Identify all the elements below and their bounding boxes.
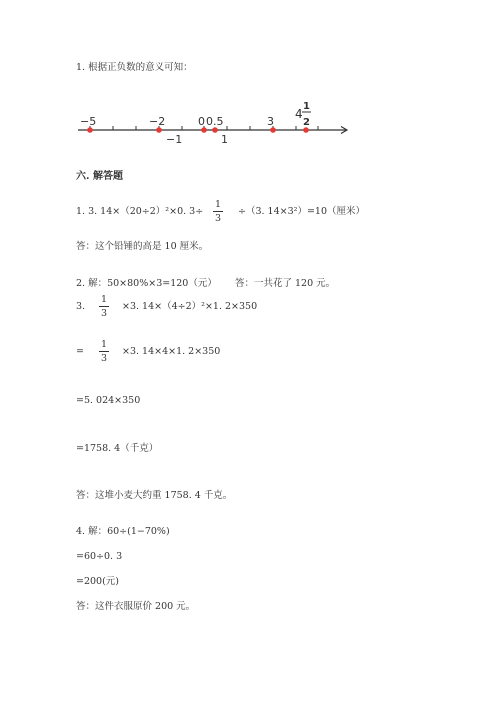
q3-fraction2-denominator: 3 (100, 353, 108, 364)
q3-label: 3. (76, 301, 86, 312)
q3-fraction (99, 294, 109, 319)
q3-answer: 答：这堆小麦大约重 1758. 4 千克。 (76, 490, 233, 501)
label-mixed-den: 2 (303, 117, 310, 128)
label-0-5: 0.5 (206, 115, 224, 128)
label-0: 0 (198, 115, 205, 128)
label-mixed-whole: 4 (295, 107, 303, 121)
q4-line1: 4. 解：60÷(1−70%) (76, 526, 170, 537)
q1-fraction-numerator: 1 (214, 199, 222, 210)
number-line (0, 0, 500, 160)
point-4-half (303, 127, 309, 133)
fraction-bar (99, 306, 109, 307)
q4-line2: =60÷0. 3 (76, 551, 123, 562)
q1-part2: ÷（3. 14×3²）=10（厘米） (238, 206, 365, 217)
point-neg5 (87, 127, 93, 133)
q3-line3: =5. 024×350 (76, 395, 141, 406)
point-0-5 (212, 127, 218, 133)
section1-line1: 1. 根据正负数的意义可知： (76, 62, 193, 73)
q3-line1: ×3. 14×（4÷2）²×1. 2×350 (122, 301, 258, 312)
label-neg2: −2 (149, 115, 166, 128)
q3-fraction-numerator: 1 (100, 294, 108, 305)
q4-answer: 答：这件衣服原价 200 元。 (76, 601, 196, 612)
label-neg5: −5 (80, 115, 97, 128)
q3-fraction-denominator: 3 (100, 308, 108, 319)
q3-line2: ×3. 14×4×1. 2×350 (122, 346, 221, 357)
q4-line3: =200(元) (76, 576, 120, 587)
q1-part1: 1. 3. 14×（20÷2）²×0. 3÷ (76, 206, 204, 217)
label-1: 1 (221, 133, 228, 146)
point-neg2 (156, 127, 162, 133)
point-3 (270, 127, 276, 133)
q1-fraction-denominator: 3 (214, 213, 222, 224)
q3-fraction-2 (99, 339, 109, 364)
q3-fraction2-numerator: 1 (100, 339, 108, 350)
section6-title: 六. 解答题 (76, 171, 123, 182)
label-mixed-num: 1 (303, 101, 310, 112)
label-3: 3 (267, 115, 274, 128)
q2-line: 2. 解：50×80%×3=120（元） 答：一共花了 120 元。 (76, 278, 336, 289)
point-0 (201, 127, 207, 133)
q1-fraction (213, 199, 223, 224)
label-neg1: −1 (166, 133, 183, 146)
q1-answer: 答：这个铅锤的高是 10 厘米。 (76, 241, 209, 252)
fraction-bar (213, 211, 223, 212)
q3-line4: =1758. 4（千克） (76, 443, 159, 454)
q3-equals: = (76, 346, 84, 357)
fraction-bar (99, 351, 109, 352)
